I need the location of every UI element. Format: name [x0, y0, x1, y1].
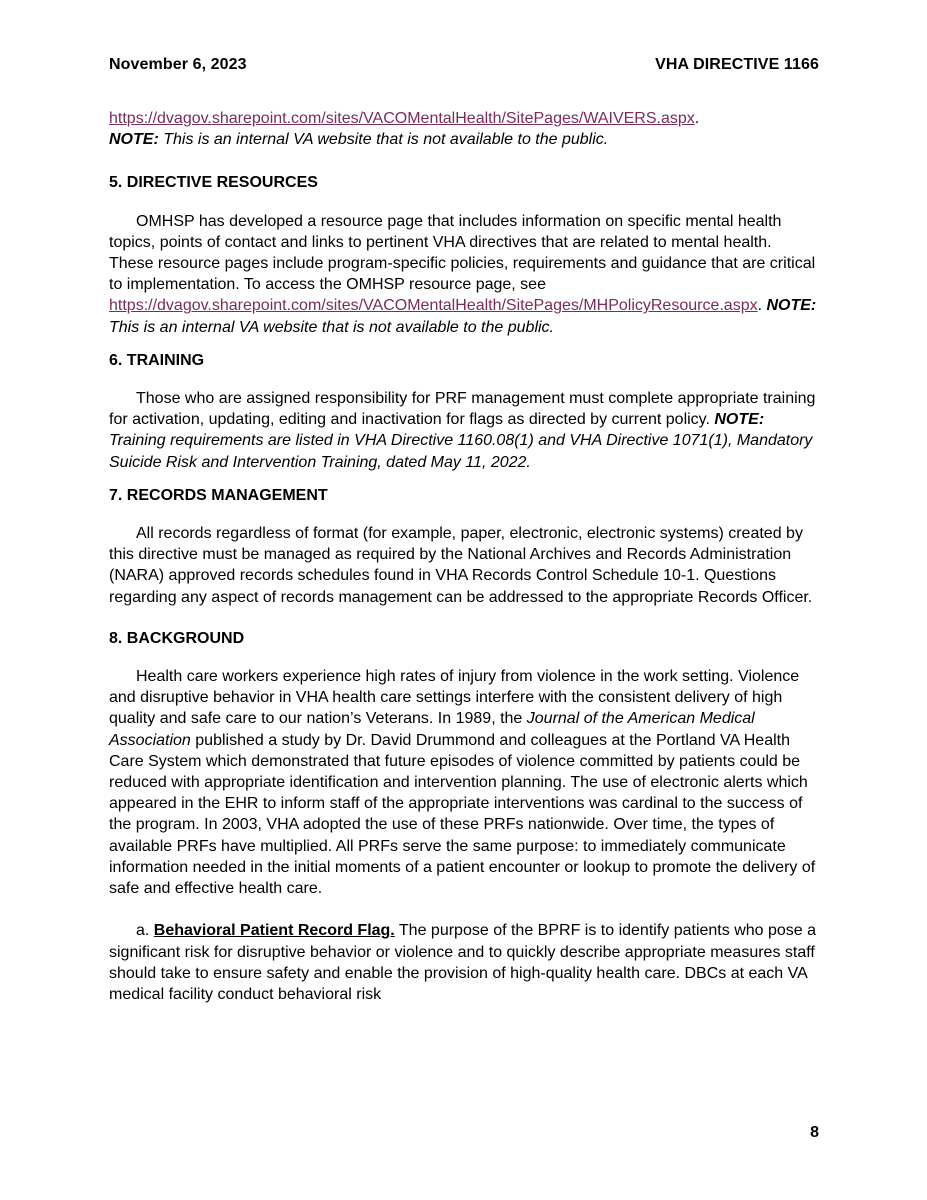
- section-7-heading: 7. RECORDS MANAGEMENT: [109, 486, 328, 504]
- journal-name: Journal of the American Medical Association: [109, 710, 755, 749]
- mh-policy-resource-link[interactable]: https://dvagov.sharepoint.com/sites/VACOMentalHealth/SitePages/MHPolicyResource.aspx: [109, 297, 758, 315]
- waivers-link[interactable]: https://dvagov.sharepoint.com/sites/VACOMentalHealth/SitePages/WAIVERS.aspx: [109, 110, 695, 127]
- section-5-paragraph: OMHSP has developed a resource page that includes information on specific mental health topics, points of contact and links to pertinent VHA directives that are related to mental health. These resource pages include program-specific policies, requirements and guidance that are critical to implementation. To access the OMHSP resource page, see https://dvagov.sharepoint.com/sites/VACOMentalHealth/SitePages/MHPolicyResource.aspx. NOTE: This is an internal VA website that is not available to the public.: [109, 212, 817, 336]
- intro-paragraph: https://dvagov.sharepoint.com/sites/VACOMentalHealth/SitePages/WAIVERS.aspx. NOTE: This is an internal VA website that is not available to the public.: [109, 110, 700, 149]
- behavioral-prf-title: Behavioral Patient Record Flag.: [153, 922, 395, 940]
- header-directive: VHA DIRECTIVE 1166: [655, 56, 819, 73]
- section-8a-paragraph: a. Behavioral Patient Record Flag. The purpose of the BPRF is to identify patients who pose a significant risk for disruptive behavior or violence and to quickly describe appropriate measures staff should take to ensure safety and enable the provision of high-quality health care. DBCs at each VA medical facility conduct behavioral risk: [109, 922, 817, 1003]
- document-body: [109, 108, 819, 1005]
- section-6-heading: 6. TRAINING: [109, 351, 205, 369]
- section-8-paragraph: Health care workers experience high rates of injury from violence in the work setting. Violence and disruptive behavior in VHA health care settings interfere with the consistent delivery of high quality and safe care to our nation’s Veterans. In 1989, the Journal of the American Medical Association published a study by Dr. David Drummond and colleagues at the Portland VA Health Care System which demonstrated that future episodes of violence committed by patients could be reduced with appropriate identification and intervention planning. The use of electronic alerts which appeared in the EHR to inform staff of the appropriate interventions was cardinal to the success of the program. In 2003, VHA adopted the use of these PRFs nationwide. Over time, the types of available PRFs have multiplied. All PRFs serve the same purpose: to immediately communicate information needed in the initial moments of a patient encounter or lookup to promote the delivery of safe and effective health care.: [109, 668, 816, 898]
- section-7-paragraph: All records regardless of format (for example, paper, electronic, electronic systems) created by this directive must be managed as required by the National Archives and Records Administration (NARA) approved records schedules found in VHA Records Control Schedule 10-1. Questions regarding any aspect of records management can be addressed to the appropriate Records Officer.: [109, 525, 813, 606]
- section-8-heading: 8. BACKGROUND: [109, 629, 245, 647]
- intro-note: NOTE: This is an internal VA website that is not available to the public.: [109, 131, 609, 149]
- page-number: 8: [810, 1124, 819, 1141]
- header-date: November 6, 2023: [109, 56, 247, 73]
- section-5-heading: 5. DIRECTIVE RESOURCES: [109, 174, 318, 192]
- section-6-paragraph: Those who are assigned responsibility for PRF management must complete appropriate training for activation, updating, editing and inactivation for flags as directed by current policy. NOTE: Training requirements are listed in VHA Directive 1160.08(1) and VHA Directive 1071(1), Mandatory Suicide Risk and Intervention Training, dated May 11, 2022.: [109, 390, 816, 471]
